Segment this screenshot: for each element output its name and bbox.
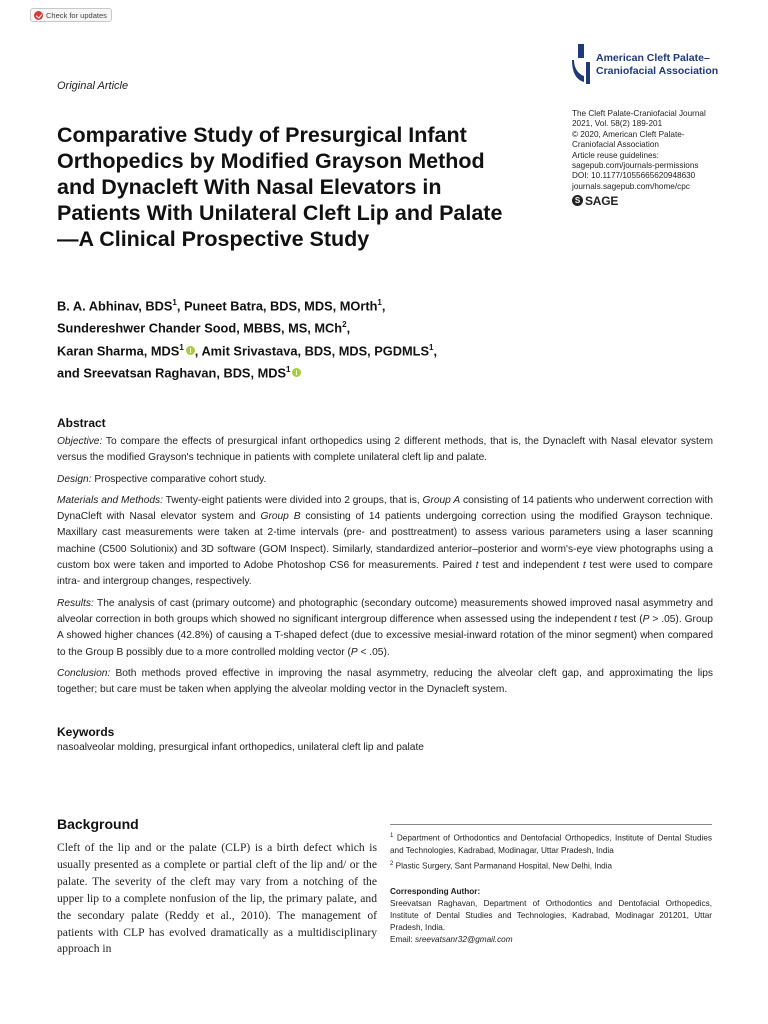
keywords-heading: Keywords: [57, 725, 115, 739]
design-text: Prospective comparative cohort study.: [94, 473, 267, 485]
design-label: Design:: [57, 473, 92, 485]
footnote-divider: [390, 824, 712, 825]
reuse-label: Article reuse guidelines:: [572, 150, 659, 160]
keywords-text: nasoalveolar molding, presurgical infant orthopedics, unilateral cleft lip and palate: [57, 742, 424, 753]
footnote-affiliation-1: [390, 830, 712, 857]
email-link[interactable]: sreevatsanr32@gmail.com: [415, 935, 513, 945]
corresponding-author-text: Sreevatsan Raghavan, Department of Orthodontics and Dentofacial Orthopedics, Institute of Dental Studies and Technologies, Kadrabad, Modinagar 201201, Uttar Pradesh, India.: [390, 899, 712, 933]
author-separator: ,: [381, 298, 386, 314]
abstract-conclusion: [57, 666, 713, 699]
journal-home-link[interactable]: journals.sagepub.com/home/cpc: [572, 181, 690, 191]
t-symbol: t: [614, 613, 617, 625]
objective-label: Objective:: [57, 436, 103, 447]
author-conjunction: and: [57, 365, 80, 381]
methods-text: consisting of 14 patients who underwent correction with DynaCleft with Nasal elevator system and: [57, 494, 714, 523]
footnote-text: Department of Orthodontics and Dentofacial Orthopedics, Institute of Dental Studies and Technologies, Kadrabad, Modinagar, Uttar Pradesh, India: [390, 833, 712, 855]
p-symbol: P: [642, 613, 650, 625]
logo-line-2: Craniofacial Association: [596, 65, 719, 77]
footnote-number: 1: [390, 833, 394, 839]
background-section: [57, 816, 377, 958]
journal-info: [572, 109, 752, 206]
article-title: Comparative Study of Presurgical Infant Orthopedics by Modified Grayson Method and Dynacleft With Nasal Elevators in Patients With Unilateral Cleft Lip and Palate—A Clinical Prospective Study: [57, 123, 503, 251]
author-list: [57, 293, 577, 382]
doi-link[interactable]: DOI: 10.1177/1055665620948630: [572, 171, 696, 181]
results-label: Results:: [57, 597, 94, 609]
permissions-link[interactable]: sagepub.com/journals-permissions: [572, 161, 699, 171]
abstract-heading: Abstract: [57, 416, 106, 430]
methods-text: test were used to compare intra- and intergroup changes, respectively.: [57, 560, 713, 588]
author-separator: ,: [433, 342, 438, 358]
affiliation-marker: 1: [286, 364, 291, 374]
author-name: Sundereshwer Chander Sood, MBBS, MS, MCh: [57, 320, 343, 336]
group-a-label: Group A: [422, 494, 461, 506]
footnote-number: 2: [390, 860, 394, 867]
author-separator: ,: [194, 342, 199, 358]
author-name: B. A. Abhinav, BDS: [57, 298, 173, 314]
author-name: Amit Srivastava, BDS, MDS, PGDMLS: [201, 342, 429, 358]
author-line-1: [57, 293, 577, 315]
author-line-3: [57, 338, 577, 360]
results-text: < .05).: [360, 646, 390, 658]
email-label: Email:: [390, 935, 413, 945]
orcid-icon[interactable]: [292, 368, 301, 377]
author-name: Puneet Batra, BDS, MDS, MOrth: [184, 298, 378, 314]
background-heading: Background: [57, 816, 139, 832]
results-text: The analysis of cast (primary outcome) and photographic (secondary outcome) measurements showed improved nasal asymmetry and alveolar correction in both groups which showed no significant intergroup difference when assessed using the independent: [57, 597, 713, 625]
affiliation-marker: 1: [172, 298, 177, 307]
sage-logo: [572, 195, 752, 206]
logo-line-1: American Cleft Palate–: [596, 52, 710, 64]
group-b-label: Group B: [260, 511, 301, 523]
methods-text: Twenty-eight patients were divided into 2 groups, that is,: [165, 494, 420, 506]
journal-volume: 2021, Vol. 58(2) 189-201: [572, 119, 663, 129]
results-text: > .05). Group A showed higher chances (42.8%) of causing a T-shaped defect (due to excessive mesial-inward rotation of the minor segment) when compared to the Group B possibly due to a more controlled molding vector (: [57, 613, 713, 658]
conclusion-text: Both methods proved effective in improving the nasal asymmetry, reducing the alveolar cleft gap, and approximating the lips together; but care must be taken when applying the alveolar molding vector in the Dynacleft system.: [57, 667, 713, 696]
methods-label: Materials and Methods:: [57, 494, 163, 506]
background-text: Cleft of the lip and or the palate (CLP) is a birth defect which is usually presented as a complete or partial cleft of the lip and/ or the palate. The severity of the cleft may vary from a notching of the upper lip to a complete nonfusion of the lip, the primary palate, and the secondary palate (Reddy et al., 2010). The management of patients with CLP has evolved dramatically as a multidisciplinary approach in: [57, 841, 377, 956]
sage-label: SAGE: [585, 193, 619, 208]
author-line-4: [57, 360, 577, 382]
abstract-design: [57, 472, 713, 488]
results-text: test (: [619, 613, 643, 625]
objective-text: To compare the effects of presurgical infant orthopedics using 2 different methods, that is, the Dynacleft with Nasal elevator system versus the modified Grayson's technique in patients with complete unilateral cleft lip and palate.: [57, 436, 713, 464]
affiliation-marker: 2: [342, 320, 347, 330]
article-type: Original Article: [57, 80, 129, 92]
footnote-affiliation-2: [390, 858, 712, 873]
acpa-logo-icon: [572, 44, 590, 84]
email-line: [390, 934, 712, 946]
abstract-objective: [57, 434, 713, 467]
association-logo: [572, 44, 742, 90]
journal-name: The Cleft Palate-Craniofacial Journal: [572, 109, 706, 118]
affiliation-marker: 1: [377, 298, 382, 307]
footnote-text: Plastic Surgery, Sant Parmanand Hospital, New Delhi, India: [395, 861, 613, 871]
check-for-updates-button[interactable]: [30, 8, 112, 22]
check-updates-label: Check for updates: [46, 10, 107, 20]
orcid-icon[interactable]: [186, 346, 195, 355]
conclusion-label: Conclusion:: [57, 667, 111, 679]
check-updates-icon: [34, 11, 43, 20]
author-name: Karan Sharma, MDS: [57, 342, 180, 358]
author-name: Sreevatsan Raghavan, BDS, MDS: [83, 365, 287, 381]
methods-text: consisting of 14 patients undergoing correction using the modified Grayson technique. Maxillary cast measurements were taken at 2-time intervals (pre- and posttreatment) to assess various parameters using a laser scanning machine (C500 Solutionix) and 3D software (GOM Inspect). Similarly, standardized anterior–posterior and worm's-eye view photographs using a custom box were taken and imported to Adobe Photoshop CS6 for measurements. Paired: [57, 511, 713, 572]
methods-text: test and independent: [482, 560, 580, 572]
copyright-line-2: Craniofacial Association: [572, 140, 659, 150]
t-symbol: t: [582, 560, 586, 572]
author-separator: ,: [346, 320, 351, 336]
author-separator: ,: [176, 298, 181, 314]
abstract-methods: [57, 493, 713, 591]
footnotes: [390, 830, 712, 946]
abstract-section: [57, 416, 713, 703]
abstract-results: [57, 596, 713, 661]
corresponding-author-heading: Corresponding Author:: [390, 887, 481, 897]
p-symbol: P: [350, 646, 358, 658]
affiliation-marker: 1: [429, 342, 434, 352]
author-line-2: [57, 315, 577, 337]
sage-icon: S: [572, 195, 583, 206]
keywords-section: [57, 725, 713, 755]
copyright-line: © 2020, American Cleft Palate-: [572, 129, 685, 139]
affiliation-marker: 1: [179, 342, 184, 352]
t-symbol: t: [475, 560, 479, 572]
